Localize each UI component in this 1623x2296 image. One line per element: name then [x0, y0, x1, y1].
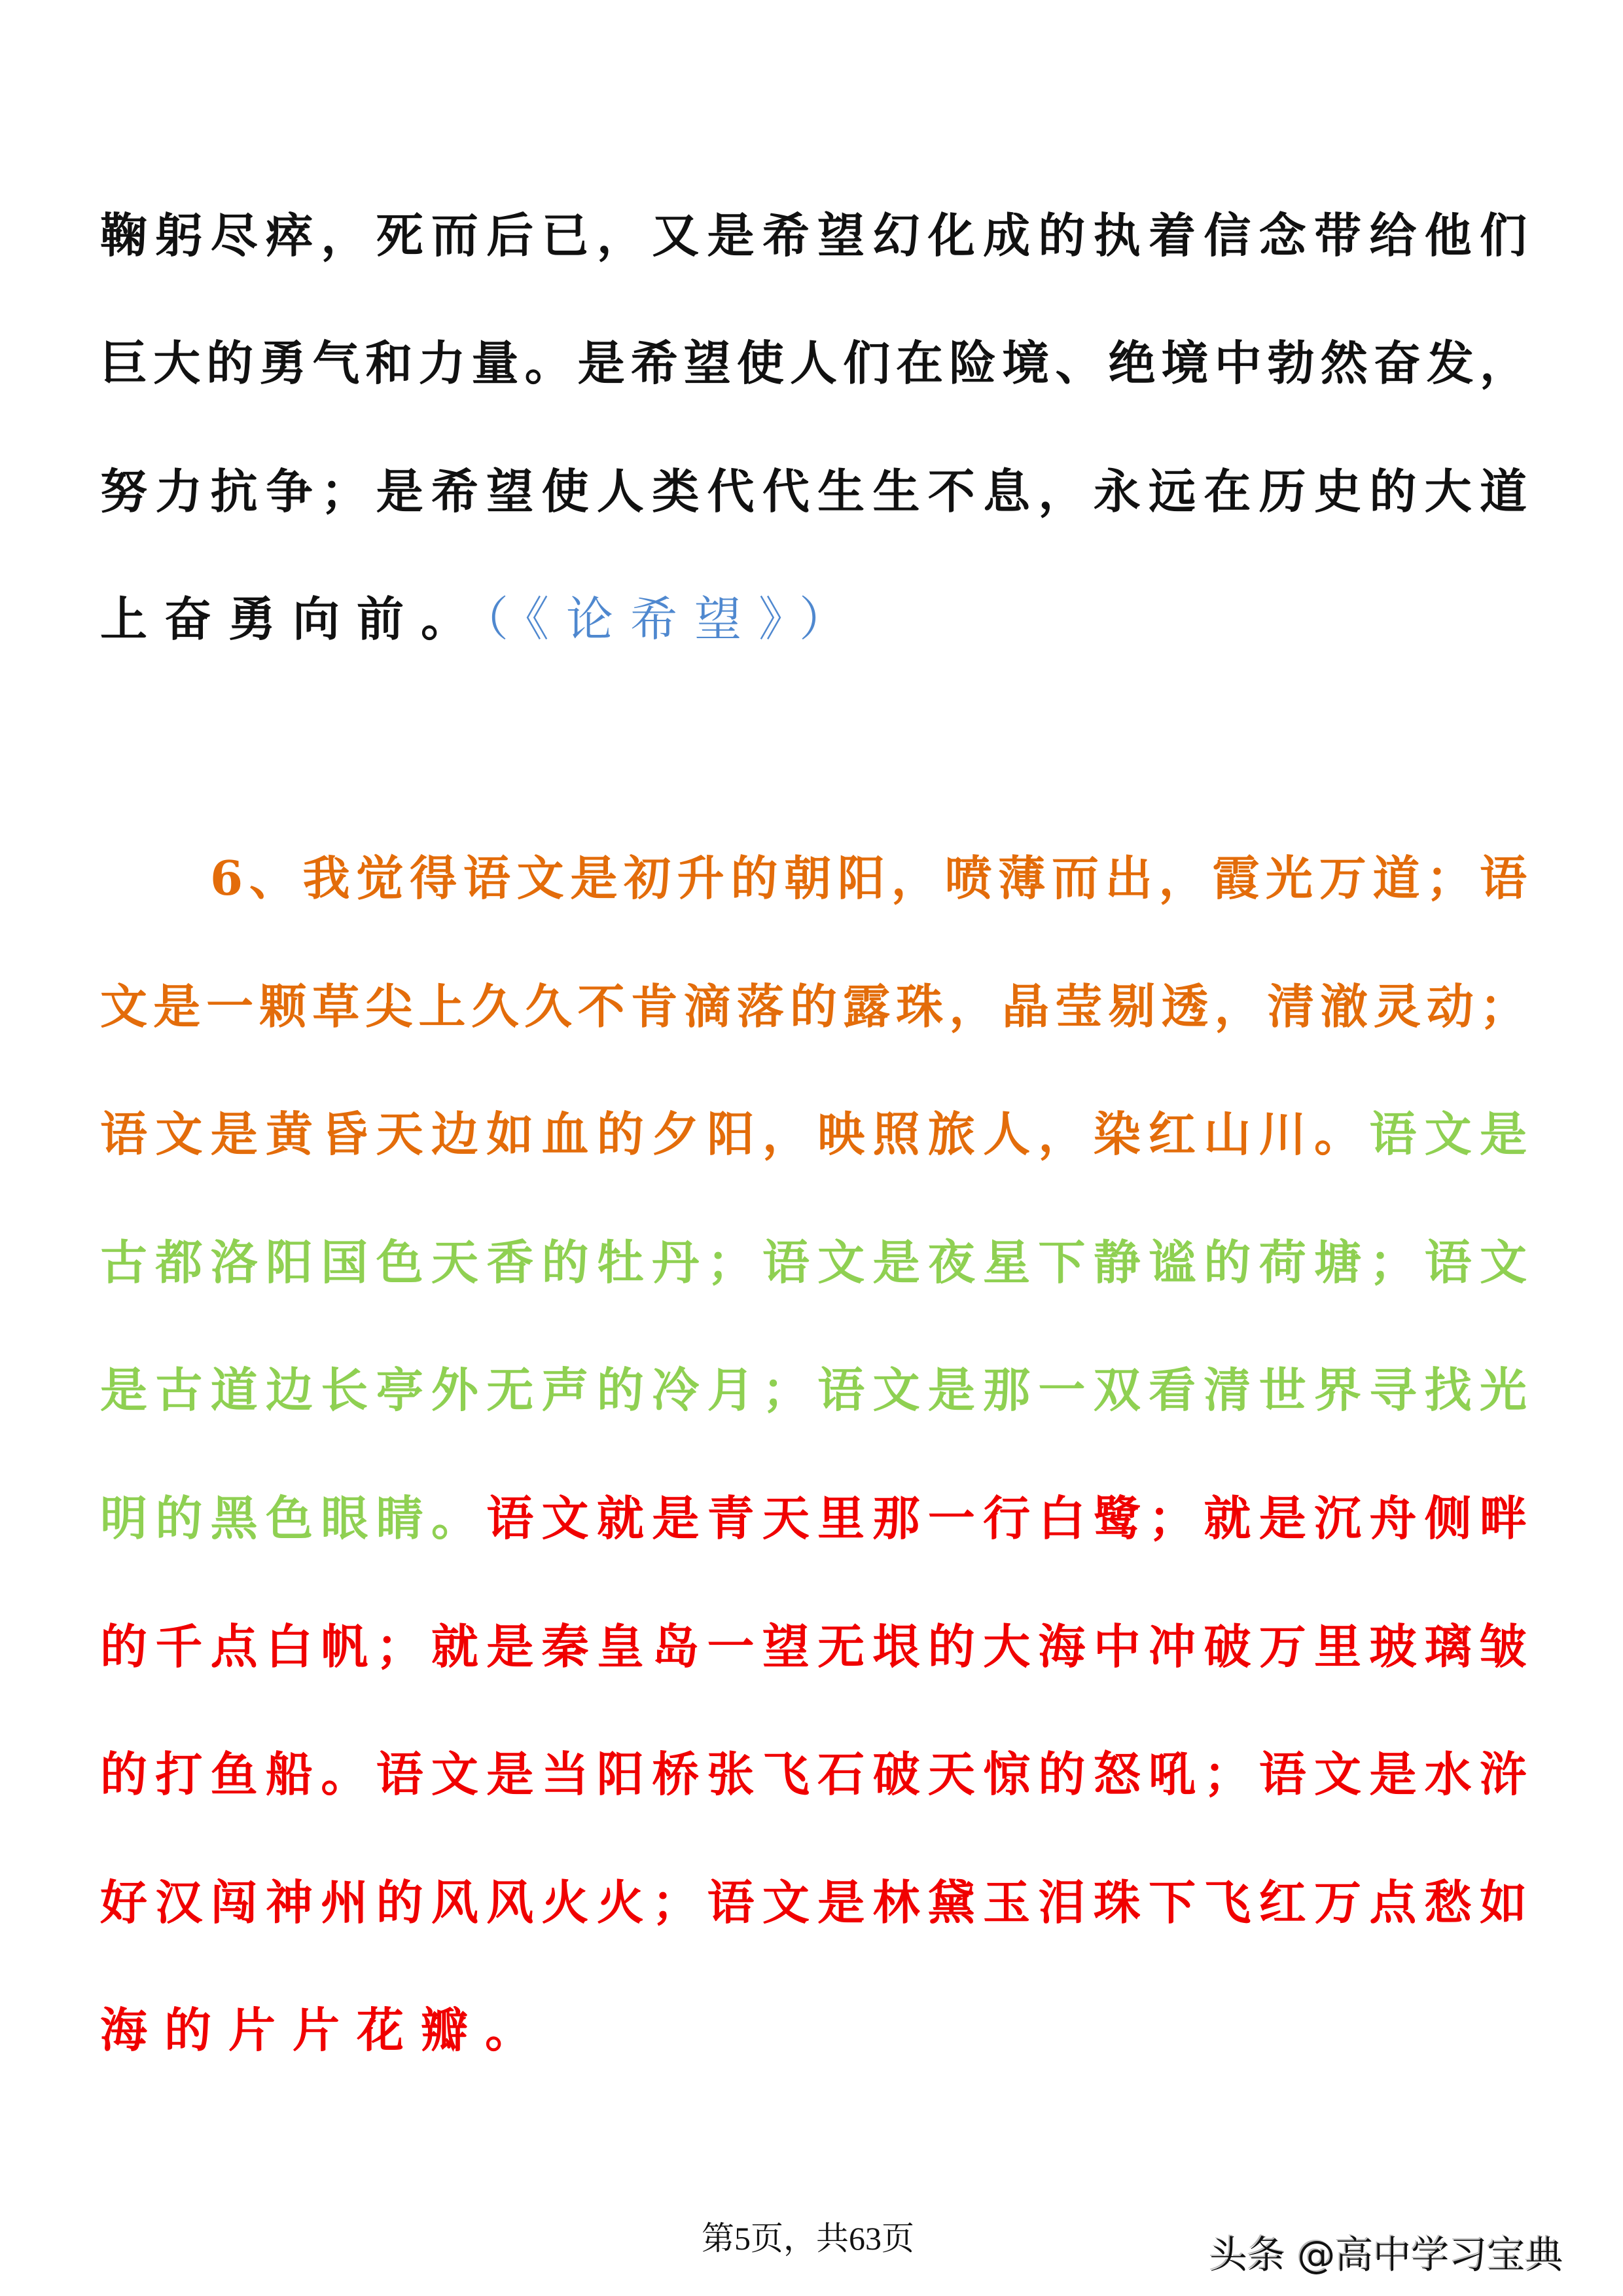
text-segment: 语文是黄昏天边如血的夕阳，映照旅人，染红山川。 [100, 1106, 1370, 1162]
text-line [100, 1354, 1527, 1426]
citation-link: （《论希望》） [485, 592, 864, 647]
text-line [100, 327, 1527, 399]
text-line [100, 1227, 1527, 1299]
text-line [100, 1611, 1527, 1683]
text-line [210, 842, 1527, 914]
text-segment: 文是一颗草尖上久久不肯滴落的露珠，晶莹剔透，清澈灵动； [100, 978, 1527, 1034]
text-line [100, 583, 1527, 655]
text-segment: 古都洛阳国色天香的牡丹；语文是夜星下静谧的荷塘；语文 [100, 1234, 1527, 1290]
text-line [100, 971, 1527, 1043]
text-segment: 是古道边长亭外无声的冷月；语文是那一双看清世界寻找光 [100, 1362, 1527, 1418]
text-segment: 鞠躬尽瘁，死而后已，又是希望幻化成的执着信念带给他们 [100, 207, 1527, 263]
text-line [100, 1482, 1527, 1554]
text-segment: 语文就是青天里那一行白鹭；就是沉舟侧畔 [486, 1490, 1527, 1546]
text-segment: 的打鱼船。语文是当阳桥张飞石破天惊的怒吼；语文是水浒 [100, 1746, 1527, 1802]
text-segment: 语文是 [1369, 1106, 1527, 1162]
text-segment: 的千点白帆；就是秦皇岛一望无垠的大海中冲破万里玻璃皱 [100, 1619, 1527, 1674]
text-line [100, 456, 1527, 528]
text-segment: 明的黑色眼睛。 [100, 1490, 487, 1546]
page-number: 第5页，共63页 [702, 2220, 914, 2257]
text-line [100, 1098, 1527, 1170]
watermark: 头条 @高中学习宝典 [1209, 2233, 1563, 2277]
text-line [100, 1738, 1527, 1810]
text-line [100, 200, 1527, 272]
text-segment: 努力抗争；是希望使人类代代生生不息，永远在历史的大道 [100, 463, 1527, 519]
text-segment: 巨大的勇气和力量。是希望使人们在险境、绝境中勃然奋发， [100, 335, 1527, 391]
text-line [100, 1994, 1527, 2066]
text-segment: 海的片片花瓣。 [100, 2002, 550, 2058]
text-segment: 6、我觉得语文是初升的朝阳，喷薄而出，霞光万道；语 [210, 850, 1527, 906]
text-segment: 好汉闯神州的风风火火；语文是林黛玉泪珠下飞红万点愁如 [100, 1874, 1527, 1930]
text-segment: 上奋勇向前。 [100, 591, 486, 647]
text-line [100, 1867, 1527, 1939]
